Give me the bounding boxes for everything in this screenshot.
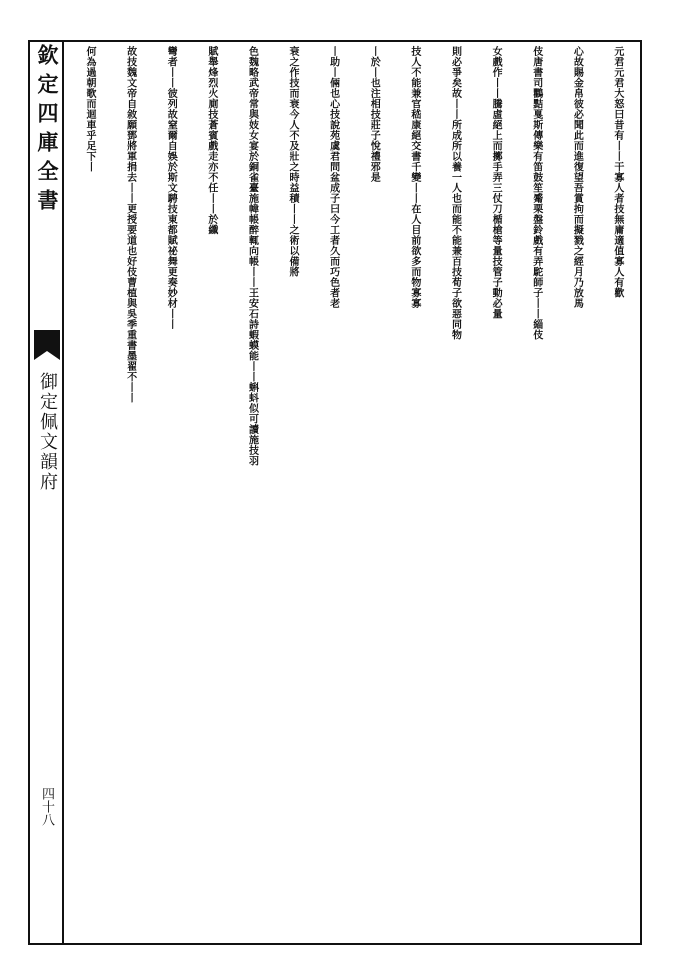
text-line: 故技魏文帝自敘願鄧將軍捐去丨丨更授要道也好伎曹植與吳季重書墨翟不丨丨 bbox=[124, 46, 136, 403]
text-line: 心故賜金帛彼必聞此而進復望吾賞拘而擬戮之經月乃放馬 bbox=[571, 46, 583, 309]
fishtail-icon bbox=[34, 330, 60, 360]
text-line: 色魏略武帝常與妓女宴於銅雀臺施幃帳醉輒向帳丨丨王安石詩蝦蟆能丨丨蝌蚪似可讀施技羽 bbox=[246, 46, 258, 466]
text-line: 女戲作丨丨騰虛絕上而擲手弄三仗刀楯槍等量技管子動必量 bbox=[490, 46, 502, 319]
text-line: 何為過朝歌而迴車乎足下丨 bbox=[84, 46, 95, 172]
page-frame bbox=[28, 40, 642, 945]
text-line: 丨助丨倆也心技說苑虞君問盆成子曰今工者久而巧色者老 bbox=[327, 46, 339, 309]
text-line: 元君元君大怒曰昔有丨丨干寡人者技無庸適值寡人有歡 bbox=[611, 46, 623, 298]
page-margin bbox=[30, 42, 64, 943]
margin-book-title: 御定佩文韻府 bbox=[37, 372, 58, 492]
text-line: 丨於丨也注相技莊子悅禮邪是 bbox=[368, 46, 380, 183]
text-body bbox=[66, 46, 640, 939]
margin-page-number: 四十八 bbox=[39, 787, 54, 826]
text-line: 彎者丨丨彼列故窒爾自娛於斯文騁技東都賦祕舞更奏妙材丨丨 bbox=[165, 46, 177, 330]
margin-header: 欽定四庫全書 bbox=[35, 44, 60, 218]
text-line: 則必爭矣故丨丨所成所以養一人也而能不能兼百技荀子欲惡同物 bbox=[449, 46, 461, 340]
text-line: 伎唐書司鸜黠戛斯傳樂有笛鼓笙觱栗盤鈴戲有弄駝師子丨丨緇伎 bbox=[530, 46, 542, 340]
text-line: 賦舉烽烈火廁技蒼賓戲走亦不任丨丨於纖 bbox=[205, 46, 217, 235]
text-line: 衰之作技而衰今人不及壯之時益積丨丨之術以備將 bbox=[287, 46, 299, 277]
text-line: 技人不能兼官嵇康絕交書千變丨丨在人目前欲多而物寡寡 bbox=[408, 46, 420, 309]
